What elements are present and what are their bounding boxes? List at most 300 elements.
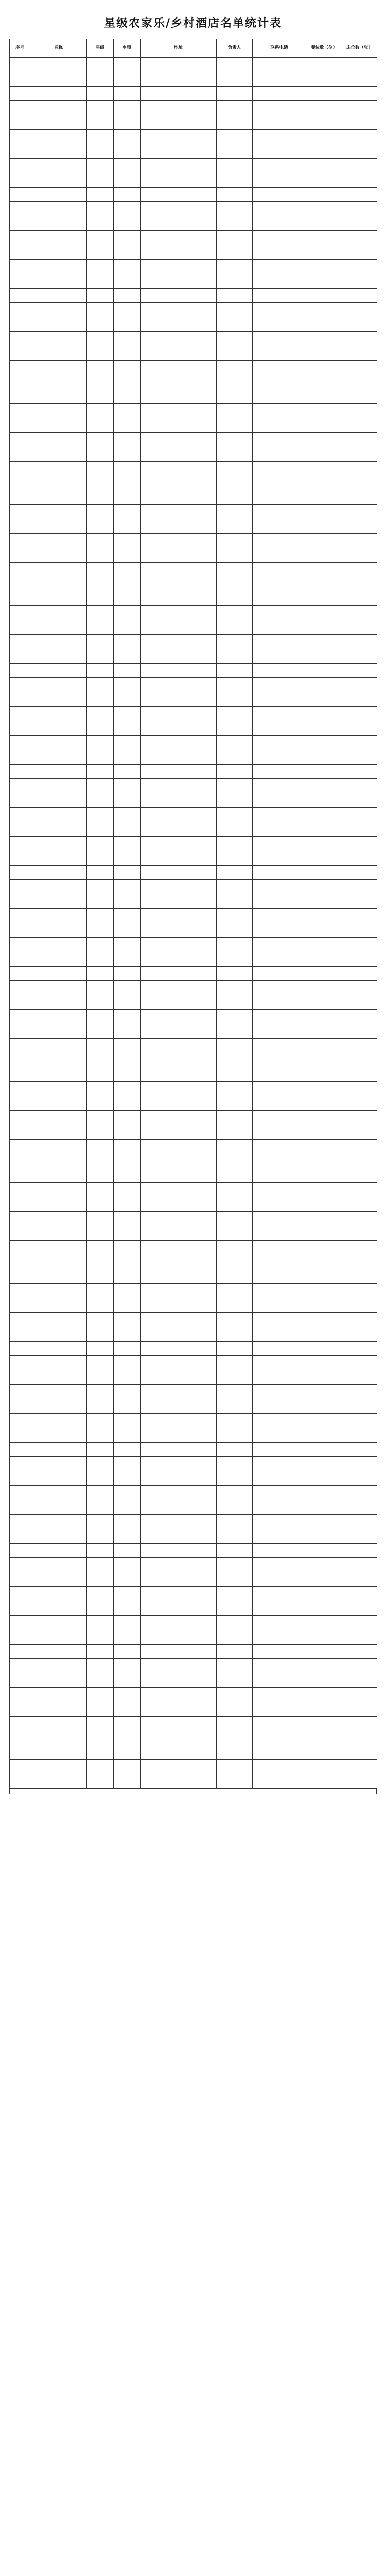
cell-address bbox=[141, 101, 217, 115]
cell-phone bbox=[253, 534, 306, 548]
cell-address bbox=[141, 664, 217, 678]
cell-seats bbox=[306, 418, 342, 433]
cell-beds bbox=[342, 274, 377, 289]
cell-rating bbox=[87, 909, 114, 923]
cell-name bbox=[30, 1774, 87, 1789]
cell-contact-person bbox=[217, 202, 253, 216]
cell-beds bbox=[342, 1327, 377, 1342]
cell-beds bbox=[342, 1024, 377, 1039]
table-row bbox=[10, 1457, 377, 1471]
cell-index bbox=[10, 1039, 30, 1053]
table-row bbox=[10, 981, 377, 995]
cell-township bbox=[114, 1702, 141, 1717]
cell-beds bbox=[342, 389, 377, 404]
cell-contact-person bbox=[217, 1673, 253, 1688]
cell-seats bbox=[306, 1212, 342, 1226]
cell-beds bbox=[342, 375, 377, 389]
cell-rating bbox=[87, 1745, 114, 1760]
cell-contact-person bbox=[217, 1370, 253, 1385]
cell-name bbox=[30, 1096, 87, 1111]
cell-contact-person bbox=[217, 1082, 253, 1096]
table-row bbox=[10, 361, 377, 375]
cell-contact-person bbox=[217, 1645, 253, 1659]
table-row bbox=[10, 130, 377, 144]
cell-name bbox=[30, 736, 87, 750]
table-row bbox=[10, 866, 377, 880]
cell-rating bbox=[87, 1702, 114, 1717]
cell-seats bbox=[306, 202, 342, 216]
cell-rating bbox=[87, 967, 114, 981]
table-row bbox=[10, 1443, 377, 1457]
cell-rating bbox=[87, 1255, 114, 1269]
cell-contact-person bbox=[217, 721, 253, 736]
cell-index bbox=[10, 793, 30, 808]
cell-name bbox=[30, 1370, 87, 1385]
cell-address bbox=[141, 1558, 217, 1572]
cell-township bbox=[114, 519, 141, 534]
cell-phone bbox=[253, 750, 306, 765]
cell-address bbox=[141, 736, 217, 750]
cell-contact-person bbox=[217, 779, 253, 793]
cell-township bbox=[114, 1572, 141, 1587]
cell-contact-person bbox=[217, 1197, 253, 1212]
table-row bbox=[10, 1111, 377, 1125]
cell-index bbox=[10, 1601, 30, 1616]
cell-seats bbox=[306, 361, 342, 375]
cell-rating bbox=[87, 1399, 114, 1414]
cell-seats bbox=[306, 433, 342, 447]
cell-index bbox=[10, 678, 30, 692]
cell-name bbox=[30, 332, 87, 346]
cell-rating bbox=[87, 1298, 114, 1313]
cell-address bbox=[141, 822, 217, 837]
cell-name bbox=[30, 1010, 87, 1024]
cell-seats bbox=[306, 1702, 342, 1717]
cell-index bbox=[10, 202, 30, 216]
cell-contact-person bbox=[217, 1500, 253, 1515]
cell-rating bbox=[87, 1269, 114, 1284]
table-row bbox=[10, 72, 377, 87]
cell-seats bbox=[306, 1241, 342, 1255]
cell-index bbox=[10, 1673, 30, 1688]
cell-index bbox=[10, 952, 30, 967]
table-row bbox=[10, 216, 377, 231]
cell-contact-person bbox=[217, 58, 253, 72]
cell-address bbox=[141, 548, 217, 563]
cell-township bbox=[114, 1226, 141, 1241]
cell-address bbox=[141, 1269, 217, 1284]
cell-address bbox=[141, 577, 217, 591]
cell-township bbox=[114, 1327, 141, 1342]
cell-name bbox=[30, 707, 87, 721]
cell-name bbox=[30, 1298, 87, 1313]
cell-index bbox=[10, 1168, 30, 1183]
cell-beds bbox=[342, 894, 377, 909]
cell-township bbox=[114, 1356, 141, 1370]
cell-name bbox=[30, 1226, 87, 1241]
cell-beds bbox=[342, 361, 377, 375]
cell-rating bbox=[87, 1673, 114, 1688]
cell-township bbox=[114, 837, 141, 851]
header-index: 序号 bbox=[10, 39, 30, 58]
cell-seats bbox=[306, 765, 342, 779]
cell-contact-person bbox=[217, 404, 253, 418]
cell-contact-person bbox=[217, 692, 253, 707]
cell-address bbox=[141, 1010, 217, 1024]
cell-township bbox=[114, 1774, 141, 1789]
cell-rating bbox=[87, 1356, 114, 1370]
cell-name bbox=[30, 1082, 87, 1096]
cell-phone bbox=[253, 866, 306, 880]
cell-phone bbox=[253, 1745, 306, 1760]
cell-name bbox=[30, 505, 87, 519]
cell-address bbox=[141, 1601, 217, 1616]
table-row bbox=[10, 1399, 377, 1414]
cell-address bbox=[141, 1284, 217, 1298]
table-row bbox=[10, 159, 377, 173]
cell-name bbox=[30, 58, 87, 72]
cell-address bbox=[141, 534, 217, 548]
cell-beds bbox=[342, 1284, 377, 1298]
cell-township bbox=[114, 808, 141, 822]
cell-seats bbox=[306, 995, 342, 1010]
cell-township bbox=[114, 332, 141, 346]
table-row bbox=[10, 462, 377, 476]
cell-phone bbox=[253, 736, 306, 750]
cell-rating bbox=[87, 1486, 114, 1500]
cell-name bbox=[30, 1154, 87, 1168]
cell-contact-person bbox=[217, 332, 253, 346]
cell-rating bbox=[87, 519, 114, 534]
table-row bbox=[10, 808, 377, 822]
cell-name bbox=[30, 1486, 87, 1500]
cell-name bbox=[30, 1024, 87, 1039]
cell-township bbox=[114, 1486, 141, 1500]
cell-township bbox=[114, 1183, 141, 1197]
cell-beds bbox=[342, 418, 377, 433]
cell-seats bbox=[306, 346, 342, 361]
cell-phone bbox=[253, 1067, 306, 1082]
cell-address bbox=[141, 476, 217, 490]
table-row bbox=[10, 1673, 377, 1688]
table-row bbox=[10, 332, 377, 346]
cell-address bbox=[141, 1096, 217, 1111]
cell-rating bbox=[87, 678, 114, 692]
table-row bbox=[10, 534, 377, 548]
cell-phone bbox=[253, 793, 306, 808]
header-beds: 床位数（张） bbox=[342, 39, 377, 58]
cell-name bbox=[30, 577, 87, 591]
table-row bbox=[10, 1688, 377, 1702]
cell-beds bbox=[342, 952, 377, 967]
cell-name bbox=[30, 1529, 87, 1544]
table-row bbox=[10, 591, 377, 606]
cell-phone bbox=[253, 404, 306, 418]
cell-seats bbox=[306, 837, 342, 851]
cell-township bbox=[114, 967, 141, 981]
cell-address bbox=[141, 1053, 217, 1067]
cell-name bbox=[30, 923, 87, 938]
cell-index bbox=[10, 938, 30, 952]
cell-address bbox=[141, 1630, 217, 1645]
table-row bbox=[10, 87, 377, 101]
cell-name bbox=[30, 173, 87, 188]
cell-phone bbox=[253, 490, 306, 505]
cell-rating bbox=[87, 534, 114, 548]
cell-address bbox=[141, 1168, 217, 1183]
cell-seats bbox=[306, 635, 342, 649]
cell-township bbox=[114, 736, 141, 750]
cell-beds bbox=[342, 1774, 377, 1789]
cell-name bbox=[30, 1688, 87, 1702]
cell-rating bbox=[87, 548, 114, 563]
cell-rating bbox=[87, 1760, 114, 1774]
cell-index bbox=[10, 173, 30, 188]
cell-beds bbox=[342, 1717, 377, 1731]
cell-index bbox=[10, 1774, 30, 1789]
cell-name bbox=[30, 1745, 87, 1760]
cell-contact-person bbox=[217, 880, 253, 894]
cell-phone bbox=[253, 664, 306, 678]
cell-contact-person bbox=[217, 765, 253, 779]
table-row bbox=[10, 707, 377, 721]
cell-township bbox=[114, 1457, 141, 1471]
cell-address bbox=[141, 909, 217, 923]
cell-index bbox=[10, 721, 30, 736]
cell-seats bbox=[306, 303, 342, 317]
cell-seats bbox=[306, 1039, 342, 1053]
cell-index bbox=[10, 1529, 30, 1544]
cell-rating bbox=[87, 1067, 114, 1082]
cell-beds bbox=[342, 880, 377, 894]
table-row bbox=[10, 346, 377, 361]
cell-beds bbox=[342, 1313, 377, 1327]
cell-index bbox=[10, 72, 30, 87]
cell-contact-person bbox=[217, 1745, 253, 1760]
cell-index bbox=[10, 1342, 30, 1356]
cell-seats bbox=[306, 707, 342, 721]
cell-name bbox=[30, 837, 87, 851]
cell-rating bbox=[87, 1096, 114, 1111]
cell-address bbox=[141, 1385, 217, 1399]
cell-address bbox=[141, 779, 217, 793]
cell-beds bbox=[342, 1544, 377, 1558]
cell-rating bbox=[87, 260, 114, 274]
cell-beds bbox=[342, 591, 377, 606]
cell-township bbox=[114, 404, 141, 418]
table-row bbox=[10, 433, 377, 447]
cell-seats bbox=[306, 1659, 342, 1673]
cell-contact-person bbox=[217, 563, 253, 577]
cell-contact-person bbox=[217, 548, 253, 563]
cell-rating bbox=[87, 1053, 114, 1067]
cell-name bbox=[30, 375, 87, 389]
cell-seats bbox=[306, 1269, 342, 1284]
cell-phone bbox=[253, 375, 306, 389]
cell-address bbox=[141, 1241, 217, 1255]
cell-name bbox=[30, 1241, 87, 1255]
cell-seats bbox=[306, 216, 342, 231]
cell-address bbox=[141, 87, 217, 101]
cell-contact-person bbox=[217, 1313, 253, 1327]
cell-contact-person bbox=[217, 375, 253, 389]
table-row bbox=[10, 1356, 377, 1370]
cell-beds bbox=[342, 101, 377, 115]
cell-name bbox=[30, 548, 87, 563]
cell-phone bbox=[253, 476, 306, 490]
cell-index bbox=[10, 779, 30, 793]
cell-phone bbox=[253, 577, 306, 591]
cell-index bbox=[10, 1414, 30, 1428]
cell-township bbox=[114, 707, 141, 721]
cell-seats bbox=[306, 1500, 342, 1515]
cell-rating bbox=[87, 1414, 114, 1428]
cell-name bbox=[30, 159, 87, 173]
cell-seats bbox=[306, 534, 342, 548]
cell-contact-person bbox=[217, 1688, 253, 1702]
cell-rating bbox=[87, 1313, 114, 1327]
cell-name bbox=[30, 1601, 87, 1616]
table-row bbox=[10, 1630, 377, 1645]
cell-name bbox=[30, 274, 87, 289]
cell-address bbox=[141, 404, 217, 418]
cell-township bbox=[114, 1558, 141, 1572]
cell-beds bbox=[342, 87, 377, 101]
cell-seats bbox=[306, 1082, 342, 1096]
cell-beds bbox=[342, 317, 377, 332]
cell-index bbox=[10, 1385, 30, 1399]
cell-phone bbox=[253, 1313, 306, 1327]
cell-beds bbox=[342, 635, 377, 649]
cell-seats bbox=[306, 231, 342, 245]
cell-beds bbox=[342, 909, 377, 923]
table-row bbox=[10, 1370, 377, 1385]
cell-township bbox=[114, 793, 141, 808]
cell-township bbox=[114, 1255, 141, 1269]
cell-phone bbox=[253, 721, 306, 736]
cell-township bbox=[114, 1471, 141, 1486]
cell-address bbox=[141, 375, 217, 389]
cell-township bbox=[114, 1731, 141, 1745]
cell-beds bbox=[342, 1342, 377, 1356]
cell-seats bbox=[306, 1428, 342, 1443]
cell-name bbox=[30, 1515, 87, 1529]
cell-address bbox=[141, 274, 217, 289]
cell-phone bbox=[253, 1125, 306, 1140]
cell-township bbox=[114, 750, 141, 765]
footnote bbox=[9, 1789, 377, 1794]
cell-address bbox=[141, 1111, 217, 1125]
cell-seats bbox=[306, 404, 342, 418]
cell-index bbox=[10, 1197, 30, 1212]
cell-index bbox=[10, 144, 30, 159]
cell-seats bbox=[306, 260, 342, 274]
cell-seats bbox=[306, 1140, 342, 1154]
cell-township bbox=[114, 1298, 141, 1313]
cell-township bbox=[114, 577, 141, 591]
cell-rating bbox=[87, 1183, 114, 1197]
cell-phone bbox=[253, 1428, 306, 1443]
cell-phone bbox=[253, 1269, 306, 1284]
cell-township bbox=[114, 1096, 141, 1111]
cell-phone bbox=[253, 274, 306, 289]
table-row bbox=[10, 1601, 377, 1616]
cell-address bbox=[141, 866, 217, 880]
cell-name bbox=[30, 130, 87, 144]
cell-contact-person bbox=[217, 750, 253, 765]
cell-township bbox=[114, 1313, 141, 1327]
cell-contact-person bbox=[217, 361, 253, 375]
cell-township bbox=[114, 880, 141, 894]
cell-name bbox=[30, 880, 87, 894]
cell-index bbox=[10, 1731, 30, 1745]
cell-rating bbox=[87, 289, 114, 303]
cell-name bbox=[30, 260, 87, 274]
cell-contact-person bbox=[217, 1327, 253, 1342]
cell-township bbox=[114, 361, 141, 375]
cell-rating bbox=[87, 115, 114, 130]
cell-beds bbox=[342, 1010, 377, 1024]
cell-name bbox=[30, 1731, 87, 1745]
cell-seats bbox=[306, 1587, 342, 1601]
cell-beds bbox=[342, 1096, 377, 1111]
cell-address bbox=[141, 692, 217, 707]
cell-beds bbox=[342, 1053, 377, 1067]
cell-address bbox=[141, 490, 217, 505]
cell-address bbox=[141, 1154, 217, 1168]
cell-name bbox=[30, 967, 87, 981]
cell-township bbox=[114, 115, 141, 130]
cell-township bbox=[114, 1515, 141, 1529]
table-row bbox=[10, 1255, 377, 1269]
cell-contact-person bbox=[217, 188, 253, 202]
cell-address bbox=[141, 1212, 217, 1226]
cell-name bbox=[30, 231, 87, 245]
cell-beds bbox=[342, 534, 377, 548]
cell-name bbox=[30, 1399, 87, 1414]
cell-index bbox=[10, 260, 30, 274]
cell-name bbox=[30, 721, 87, 736]
cell-seats bbox=[306, 1774, 342, 1789]
cell-phone bbox=[253, 1111, 306, 1125]
cell-phone bbox=[253, 1039, 306, 1053]
cell-seats bbox=[306, 981, 342, 995]
cell-township bbox=[114, 130, 141, 144]
cell-address bbox=[141, 1342, 217, 1356]
cell-name bbox=[30, 981, 87, 995]
table-row bbox=[10, 1284, 377, 1298]
cell-township bbox=[114, 1616, 141, 1630]
cell-contact-person bbox=[217, 808, 253, 822]
cell-rating bbox=[87, 894, 114, 909]
cell-township bbox=[114, 1544, 141, 1558]
cell-rating bbox=[87, 216, 114, 231]
cell-index bbox=[10, 1443, 30, 1457]
cell-township bbox=[114, 1241, 141, 1255]
cell-rating bbox=[87, 692, 114, 707]
cell-rating bbox=[87, 389, 114, 404]
cell-phone bbox=[253, 289, 306, 303]
cell-township bbox=[114, 173, 141, 188]
cell-seats bbox=[306, 1342, 342, 1356]
cell-seats bbox=[306, 923, 342, 938]
table-row bbox=[10, 1298, 377, 1313]
cell-seats bbox=[306, 188, 342, 202]
cell-township bbox=[114, 692, 141, 707]
cell-name bbox=[30, 361, 87, 375]
cell-name bbox=[30, 664, 87, 678]
cell-index bbox=[10, 1183, 30, 1197]
